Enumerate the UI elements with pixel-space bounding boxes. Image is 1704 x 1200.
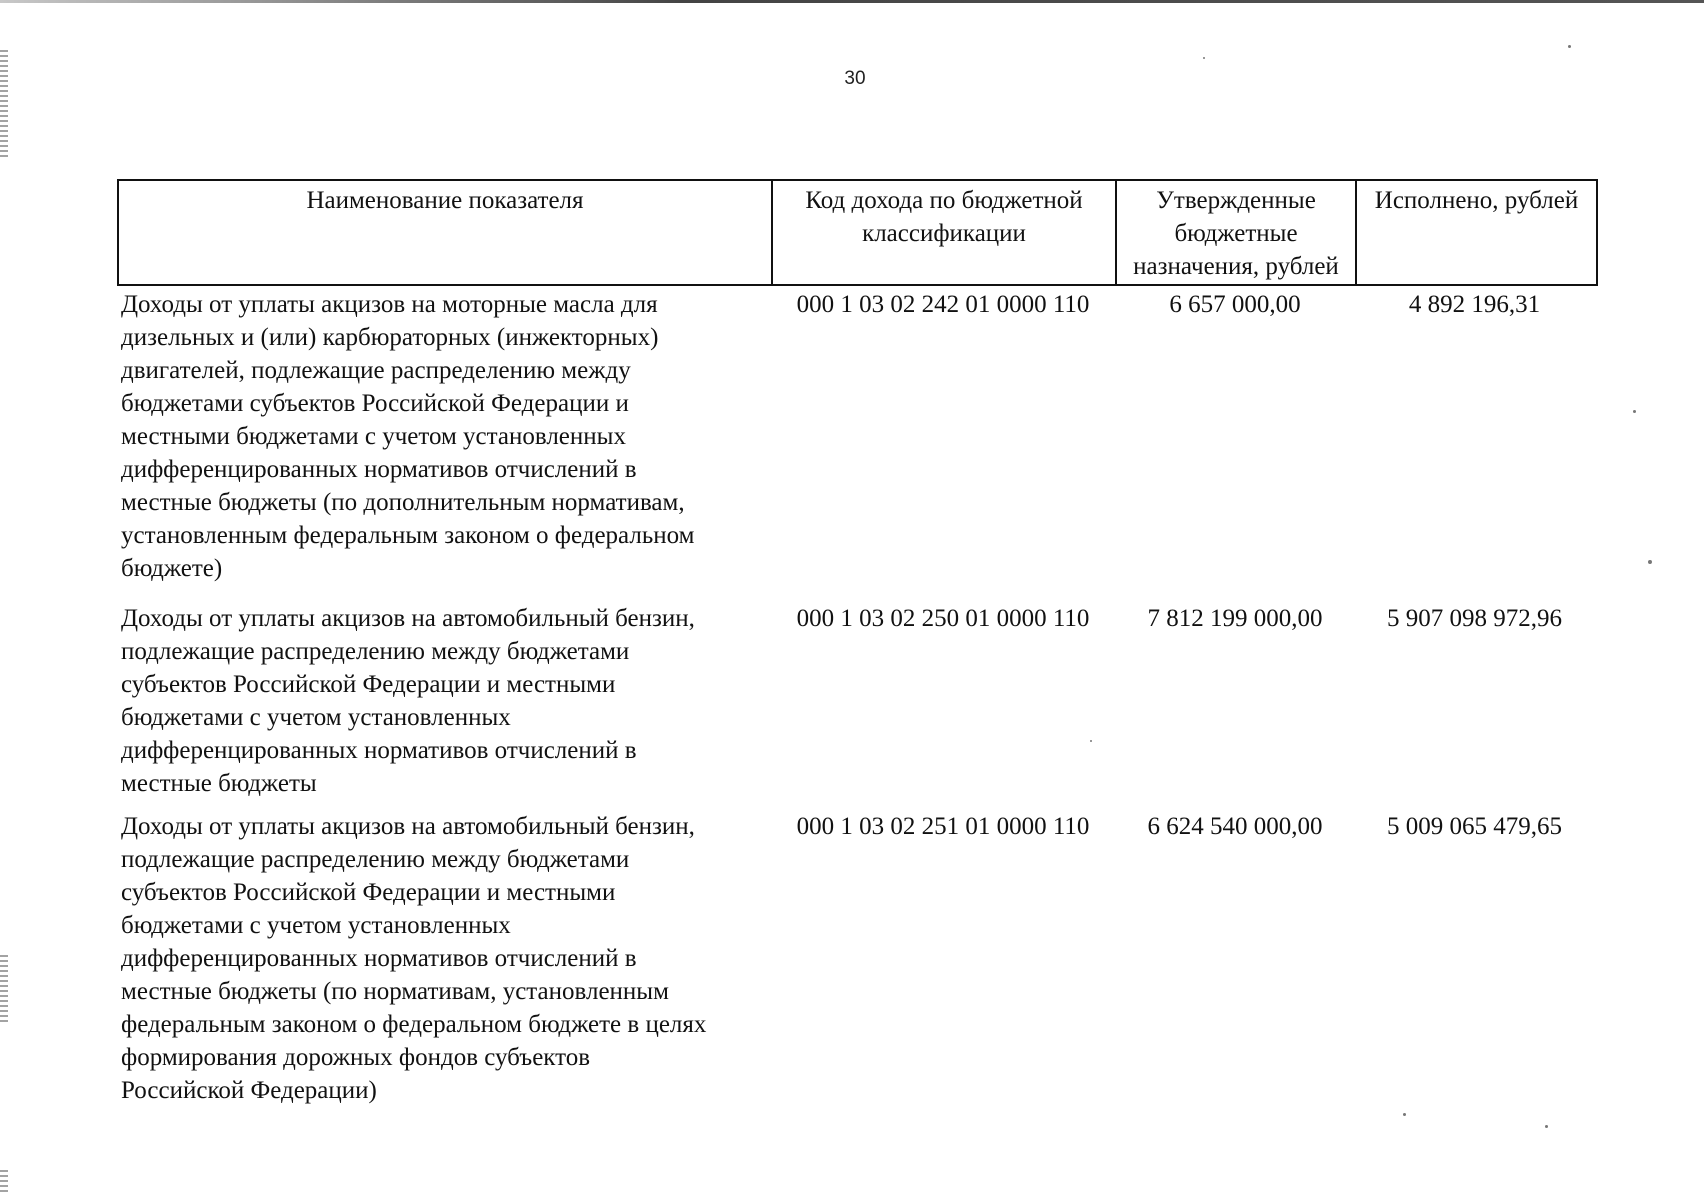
header-approved-line2: бюджетные <box>1174 220 1298 247</box>
scan-speck <box>1545 1125 1548 1128</box>
header-executed <box>1357 181 1596 284</box>
row-approved-amount: 6 657 000,00 <box>1169 291 1301 318</box>
header-income-code-line1: Код дохода по бюджетной <box>805 187 1083 214</box>
row-executed-amount: 5 907 098 972,96 <box>1387 605 1562 632</box>
page-number: 30 <box>844 68 866 89</box>
row-income-code: 000 1 03 02 251 01 0000 110 <box>796 813 1090 840</box>
page-top-border <box>0 0 1704 3</box>
scan-speck <box>1090 740 1092 742</box>
scan-speck <box>1403 1113 1406 1116</box>
scan-speck <box>1648 560 1652 564</box>
row-income-code: 000 1 03 02 250 01 0000 110 <box>796 605 1090 632</box>
header-income-code <box>773 181 1117 284</box>
table-header <box>117 179 1598 286</box>
scan-edge-mark <box>0 955 8 1025</box>
row-indicator-name: Доходы от уплаты акцизов на моторные масла для дизельных и (или) карбюраторных (инжекторных) двигателей, подлежащие распределению между бюджетами субъектов Российской Федерации и местными бюджетами с учетом установленных дифференцированных нормативов отчислений в местные бюджеты (по дополнительным нормативам, установленным федеральным законом о федеральном бюджете) <box>121 291 695 582</box>
scan-speck <box>1633 410 1636 413</box>
header-income-code-line2: классификации <box>862 220 1026 247</box>
row-approved-amount: 7 812 199 000,00 <box>1147 605 1323 632</box>
row-approved-amount: 6 624 540 000,00 <box>1147 813 1323 840</box>
scan-edge-mark <box>0 50 8 160</box>
scan-speck <box>1203 57 1205 59</box>
row-indicator-name: Доходы от уплаты акцизов на автомобильный бензин, подлежащие распределению между бюджетами субъектов Российской Федерации и местными бюджетами с учетом установленных дифференцированных нормативов отчислений в местные бюджеты <box>121 605 695 797</box>
header-approved-line1: Утвержденные <box>1156 187 1316 214</box>
header-approved <box>1117 181 1357 284</box>
header-indicator-name-text: Наименование показателя <box>306 187 584 214</box>
header-indicator-name <box>119 181 773 284</box>
header-executed-text: Исполнено, рублей <box>1374 187 1579 214</box>
row-executed-amount: 4 892 196,31 <box>1408 291 1541 318</box>
row-income-code: 000 1 03 02 242 01 0000 110 <box>796 291 1090 318</box>
scan-speck <box>1568 45 1571 48</box>
scan-edge-mark <box>0 1170 8 1195</box>
header-approved-line3: назначения, рублей <box>1133 253 1339 280</box>
row-executed-amount: 5 009 065 479,65 <box>1387 813 1562 840</box>
row-indicator-name: Доходы от уплаты акцизов на автомобильный бензин, подлежащие распределению между бюджетами субъектов Российской Федерации и местными бюджетами с учетом установленных дифференцированных нормативов отчислений в местные бюджеты (по нормативам, установленным федеральным законом о федеральном бюджете в целях формирования дорожных фондов субъектов Российской Федерации) <box>121 813 707 1104</box>
